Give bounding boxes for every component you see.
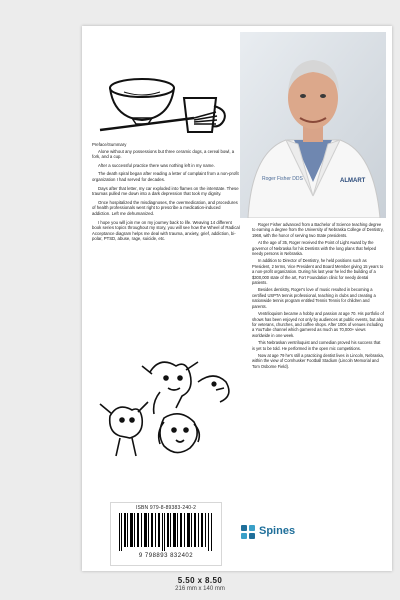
book-back-cover xyxy=(82,26,392,571)
left-text-column xyxy=(92,142,240,245)
right-paragraph: In addition to Director of Dentistry, he held positions such as President, 2 terms, Vice President and Board Member giving 15 years to a non-profit organization. During his last year he led the building of a $300,000 state of the art, Fort Foundation clinic for needy dental patients. xyxy=(252,258,384,286)
left-paragraph: Once hospitalized the misdiagnoses, the overmedication, and procedures of health professionals went right to prescribe a medication-induced addiction. Left me dehumanized. xyxy=(92,199,238,216)
right-text-column xyxy=(252,222,384,371)
publisher-logo xyxy=(240,522,310,542)
right-paragraph: Now at age 79 he's still a practicing dentist lives in Lincoln, Nebraska, within the view of Cornhusker Football Stadium (Lincoln Memorial and Tom Osborne Field). xyxy=(252,352,384,369)
trim-size-inches: 5.50 x 8.50 xyxy=(177,576,223,585)
publisher-name: Spines xyxy=(259,525,296,537)
preface-heading: Preface/Summary xyxy=(92,142,127,147)
right-paragraph: At the age of 35, Roger received the Point of Light Award by the governor of Nebraska for his Dentists with the long plans that helped needy persons in Nebraska. xyxy=(252,240,377,257)
left-paragraph: I hope you will join me on my journey back to life. Weaving 14 different book series topics throughout my story, you will see how the Wheel of Radical Acceptance diagram helps me deal with trauma, anxiety, grief, addiction, bi-polar, PTSD, abuse, rage, suicide, etc. xyxy=(92,219,240,242)
left-paragraph: Alone without any possessions but three ceramic dogs, a cereal bowl, a fork, and a cup. xyxy=(92,148,235,160)
author-photo xyxy=(240,32,386,218)
trim-size-mm: 216 mm x 140 mm xyxy=(175,586,225,592)
right-paragraph: Ventriloquism became a hobby and passion at age 70. His portfolio of shows has been enjoyed not only by audiences at public events, but also for veterans, churches, and coffee shops. After 100s of venues including a YouTube channel which garnered as much as 70,000+ views worldwide in one week. xyxy=(252,311,384,338)
bowl-fork-cup-illustration xyxy=(94,58,234,146)
right-paragraph: Roger Fisher advanced from a Bachelor of Science teaching degree to earning a degree from the University of Nebraska College of Dentistry, 1968, with the honor of serving two State presidents. xyxy=(252,222,384,238)
coat-logo-text: ALMART xyxy=(340,178,366,184)
ceramic-dogs-illustration xyxy=(90,352,240,464)
right-paragraph: This Nebraskan ventriloquist and comedian proved his success that is yet to be told. He performed in the open mic competitions. xyxy=(252,340,381,351)
left-paragraph: Days after that letter, my car exploded into flames on the interstate. These traumas pulled me down into a dark depression that took my dignity. xyxy=(92,185,239,197)
isbn-label: ISBN 979-8-89383-240-2 xyxy=(135,505,197,511)
trim-size-caption xyxy=(0,576,400,592)
barcode-digits: 9 798893 832402 xyxy=(138,553,194,559)
right-paragraph: Besides dentistry, Roger's love of music resulted in becoming a certified USPTA tennis professional, teaching in clubs and creating a nationwide tennis program entitled Tennis Tennis for children and parents. xyxy=(252,287,376,309)
coat-name-text: Roger Fisher DDS xyxy=(262,176,303,182)
left-paragraph: The death spiral began after reading a letter of complaint from a non-profit organization I had served for decades. xyxy=(92,171,239,182)
barcode xyxy=(110,502,222,566)
spines-logo-icon xyxy=(240,524,256,540)
barcode-bars xyxy=(119,513,213,551)
left-paragraph: After a successful practice there was nothing left in my name. xyxy=(98,162,215,168)
